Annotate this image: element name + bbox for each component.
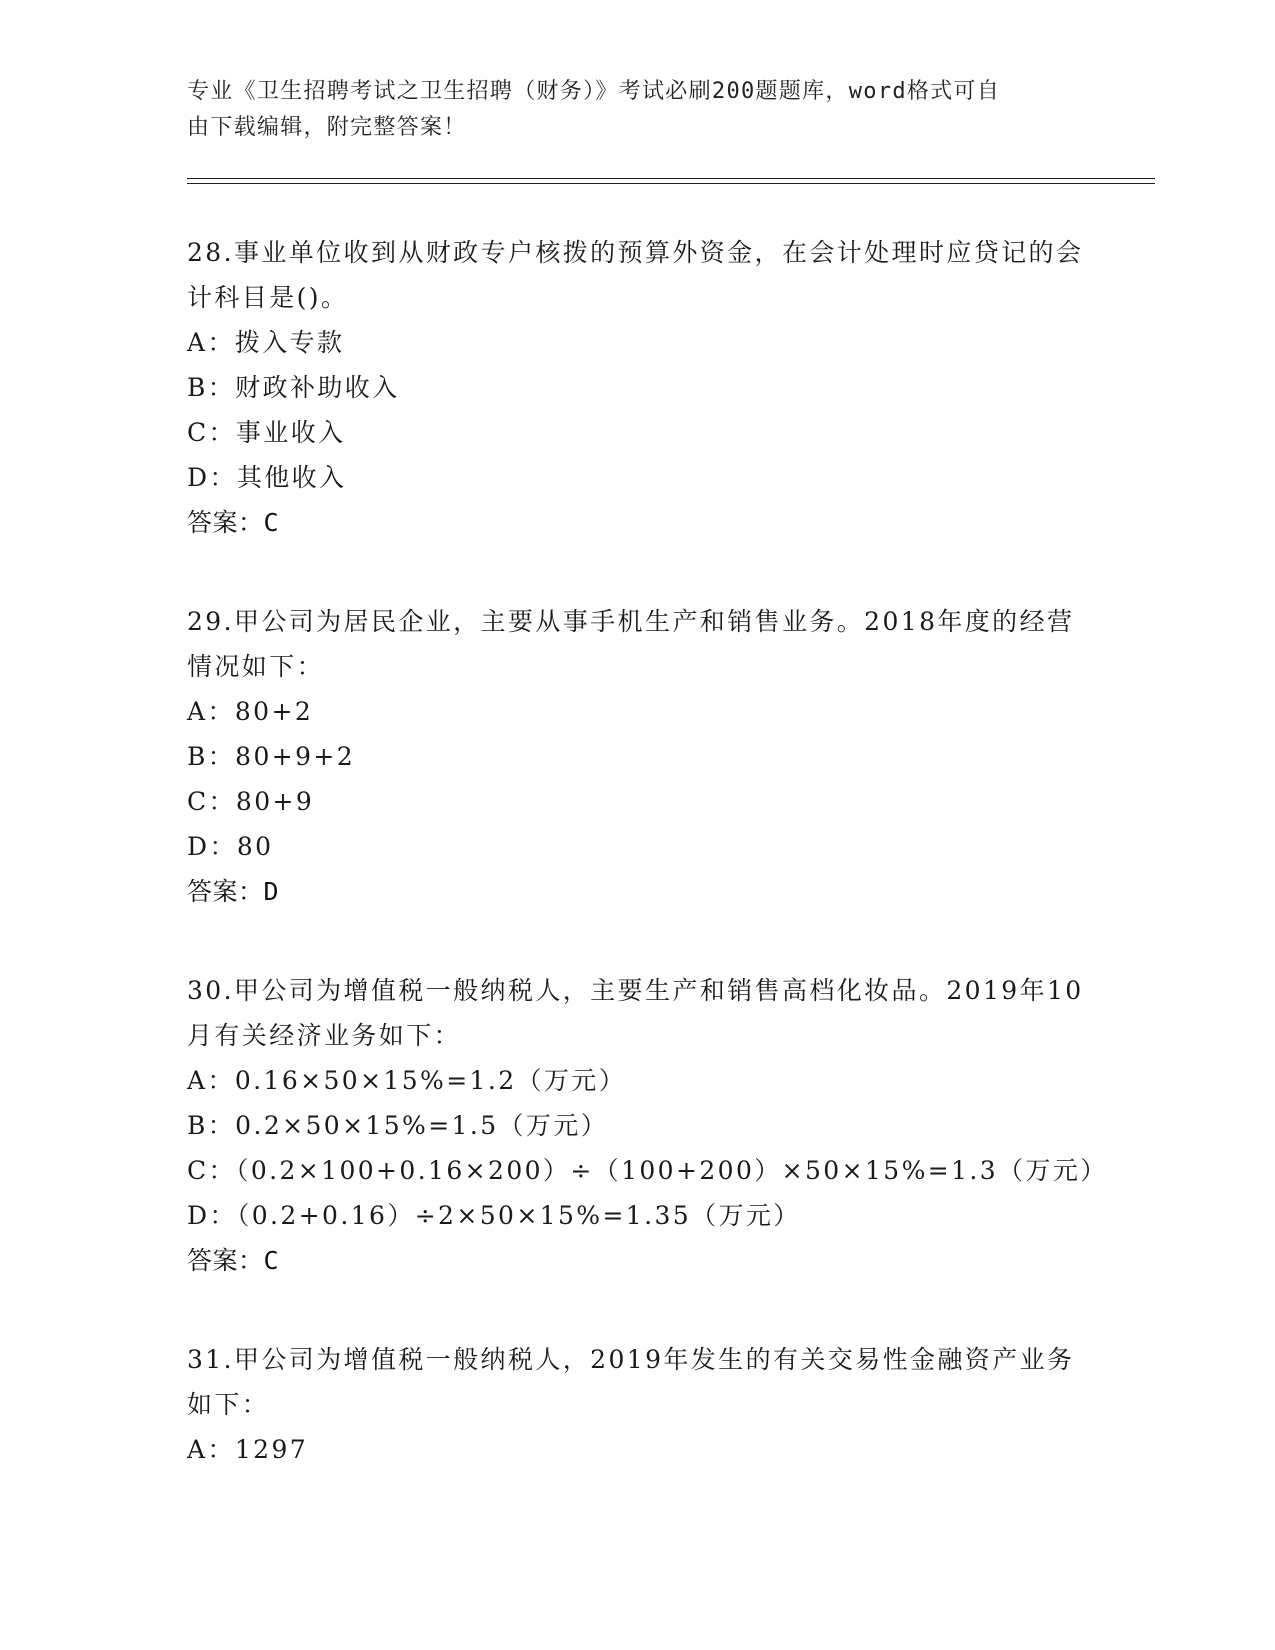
option-c: C：（0.2×100+0.16×200）÷（100+200）×50×15%=1.3（万元）	[187, 1156, 1108, 1185]
question-29	[187, 599, 1087, 914]
option-c: C：80+9	[187, 787, 315, 816]
header-rule-top	[187, 178, 1155, 179]
option-b: B：80+9+2	[187, 742, 356, 771]
option-b: B：0.2×50×15%=1.5（万元）	[187, 1111, 609, 1140]
question-31	[187, 1337, 1087, 1472]
question-30	[187, 968, 1108, 1283]
answer: 答案：D	[187, 877, 280, 906]
question-stem: 30.甲公司为增值税一般纳税人，主要生产和销售高档化妆品。2019年10月有关经济业务如下：	[187, 976, 1084, 1050]
question-list	[187, 230, 1108, 1526]
answer: 答案：C	[187, 508, 280, 537]
option-d: D：80	[187, 832, 274, 861]
header-line-2: 由下载编辑，附完整答案！	[187, 115, 467, 140]
question-stem: 31.甲公司为增值税一般纳税人，2019年发生的有关交易性金融资产业务如下：	[187, 1345, 1075, 1419]
option-d: D：其他收入	[187, 463, 347, 492]
option-c: C：事业收入	[187, 418, 346, 447]
option-a: A：0.16×50×15%=1.2（万元）	[187, 1066, 627, 1095]
question-28	[187, 230, 1087, 545]
option-a: A：拨入专款	[187, 328, 345, 357]
option-a: A：1297	[187, 1435, 309, 1464]
option-a: A：80+2	[187, 697, 314, 726]
answer: 答案：C	[187, 1246, 280, 1275]
option-d: D：（0.2+0.16）÷2×50×15%=1.35（万元）	[187, 1201, 801, 1230]
document-header	[187, 74, 1087, 146]
question-stem: 28.事业单位收到从财政专户核拨的预算外资金，在会计处理时应贷记的会计科目是()。	[187, 238, 1084, 312]
header-line-1: 专业《卫生招聘考试之卫生招聘（财务）》考试必刷200题题库，word格式可自	[187, 79, 1001, 104]
question-stem: 29.甲公司为居民企业，主要从事手机生产和销售业务。2018年度的经营情况如下：	[187, 607, 1075, 681]
header-rule-bottom	[187, 183, 1155, 184]
option-b: B：财政补助收入	[187, 373, 400, 402]
